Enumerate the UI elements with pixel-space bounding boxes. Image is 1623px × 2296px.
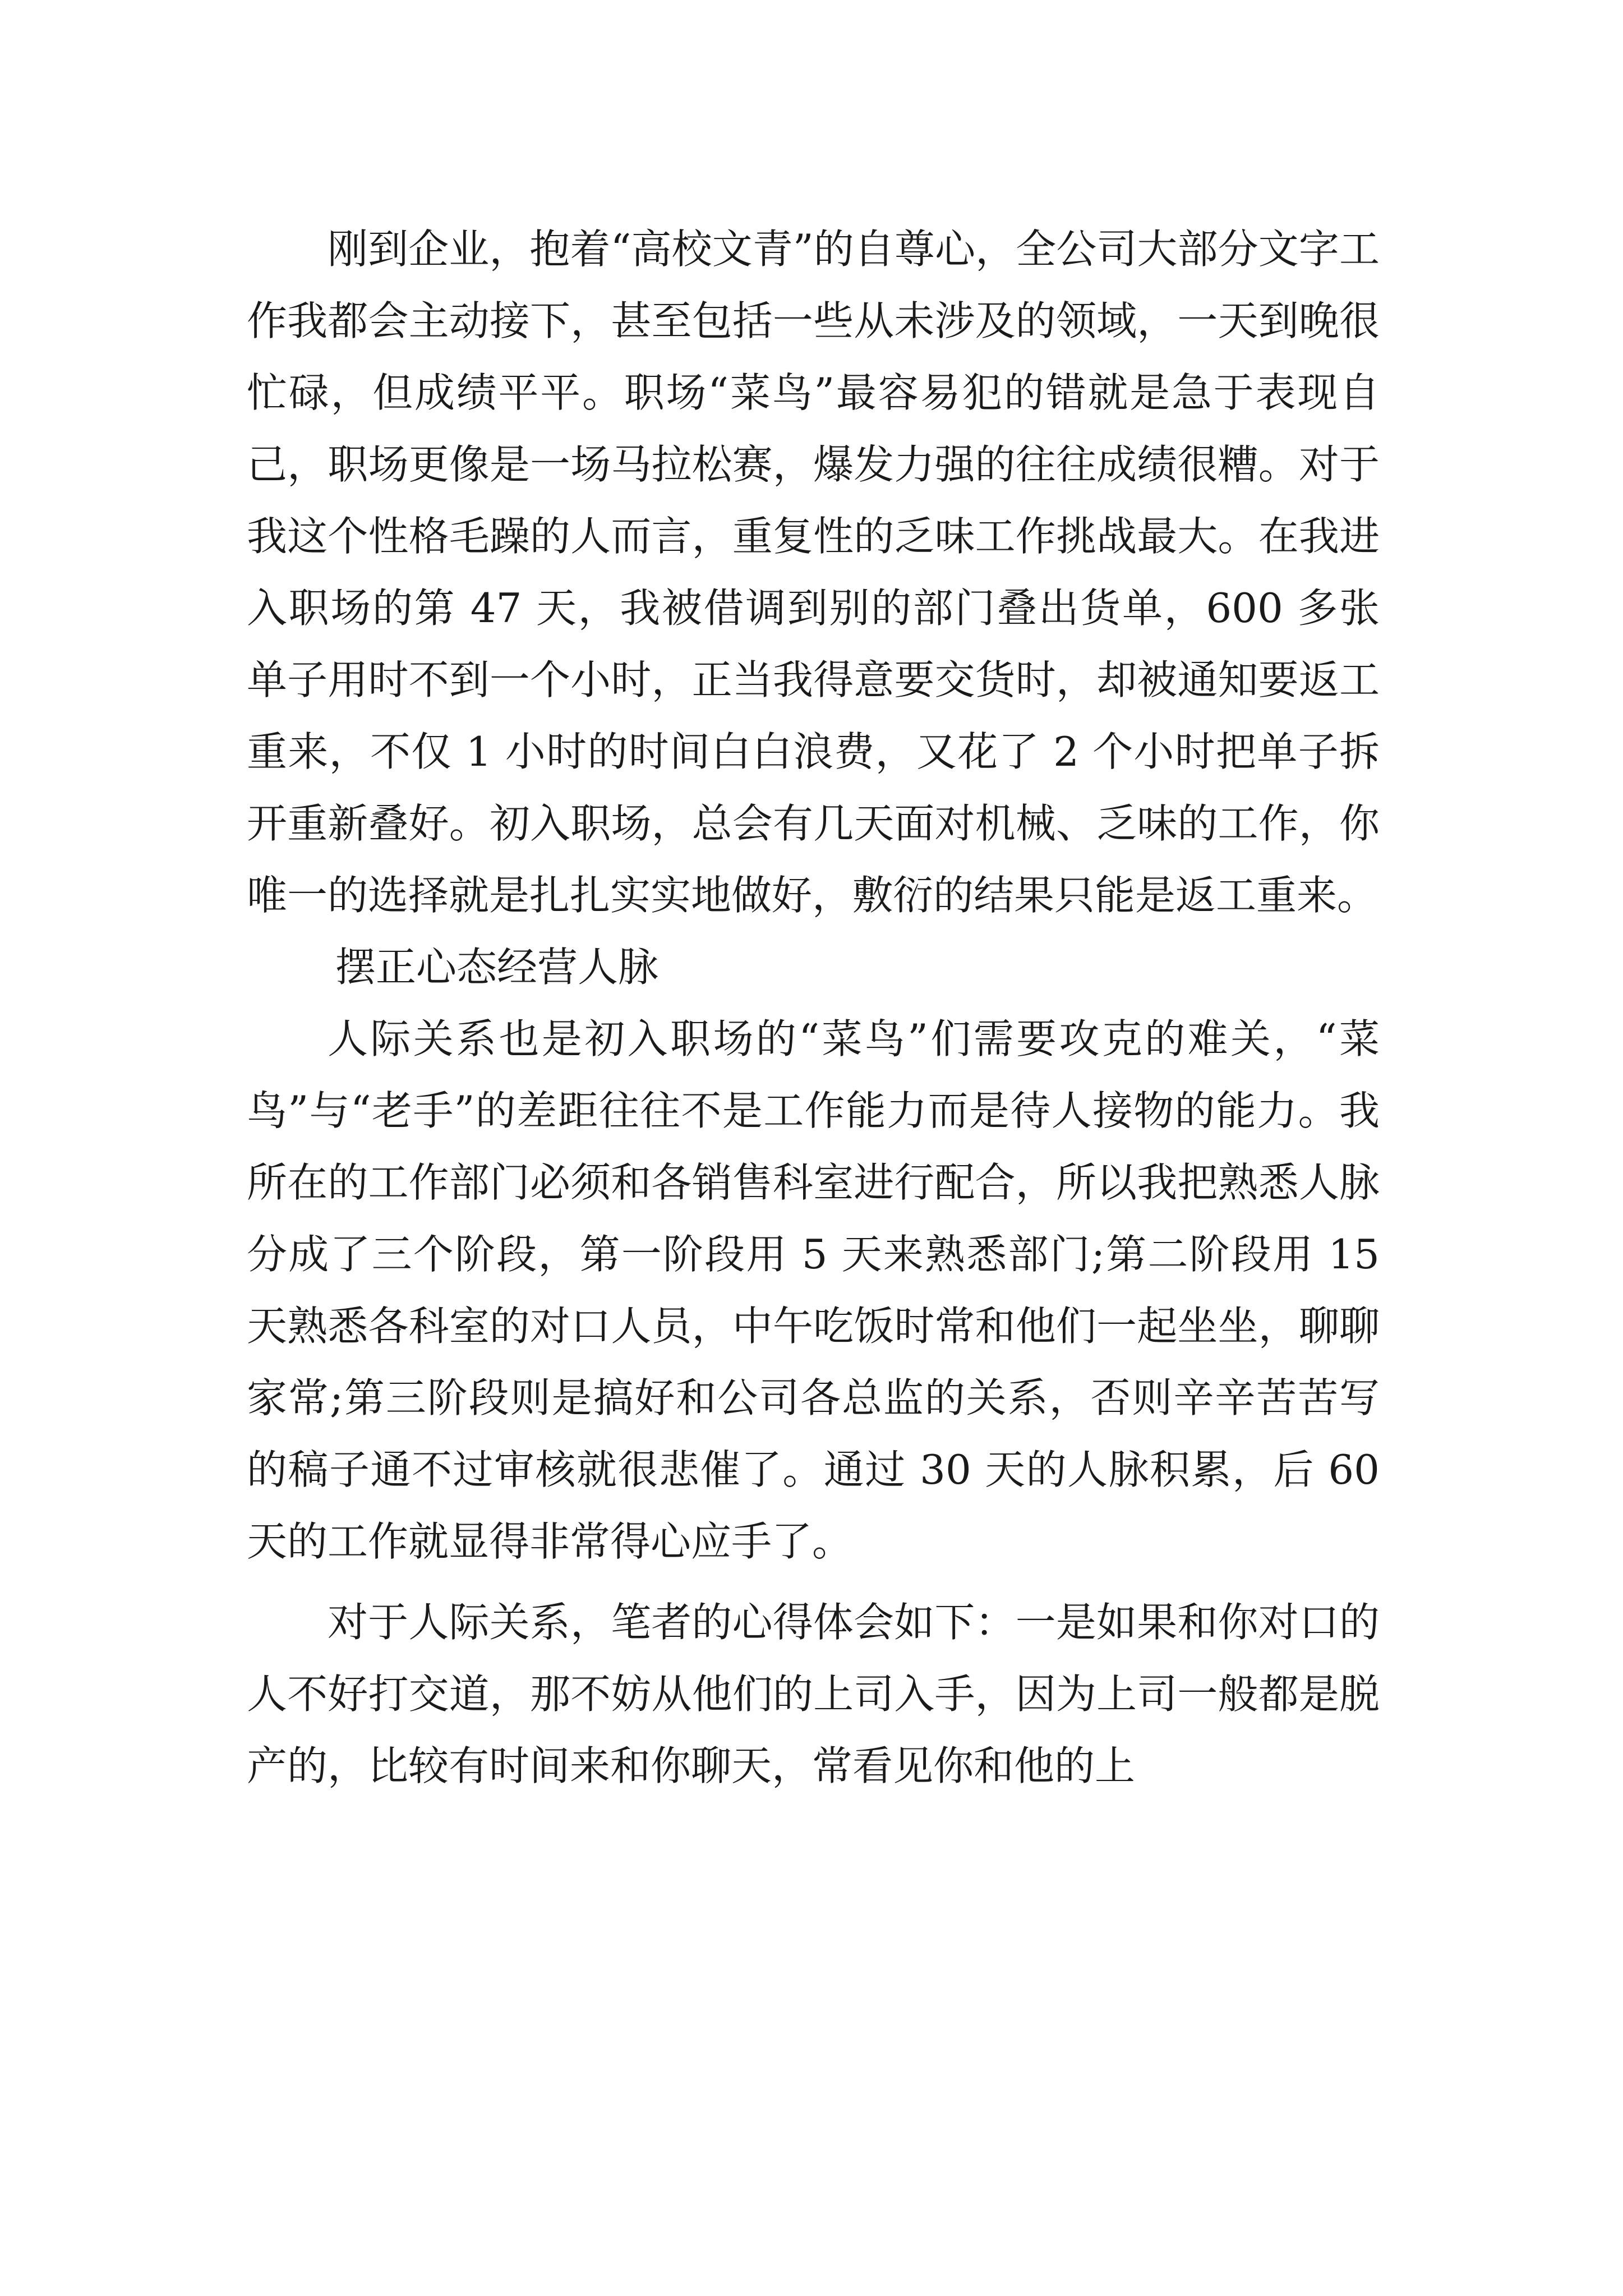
paragraph-3: 对于人际关系，笔者的心得体会如下：一是如果和你对口的人不好打交道，那不妨从他们的上司入手，因为上司一般都是脱产的，比较有时间来和你聊天，常看见你和他的上	[247, 1599, 1380, 1789]
paragraph-2: 人际关系也是初入职场的“菜鸟”们需要攻克的难关，“菜鸟”与“老手”的差距往往不是工作能力而是待人接物的能力。我所在的工作部门必须和各销售科室进行配合，所以我把熟悉人脉分成了三个阶段，第一阶段用 5 天来熟悉部门;第二阶段用 15 天熟悉各科室的对口人员，中午吃饭时常和他们一起坐坐，聊聊家常;第三阶段则是搞好和公司各总监的关系，否则辛辛苦苦写的稿子通不过审核就很悲催了。通过 30 天的人脉积累，后 60 天的工作就显得非常得心应手了。	[247, 1015, 1380, 1565]
document-body	[247, 213, 1380, 1802]
paragraph-1: 刚到企业，抱着“高校文青”的自尊心，全公司大部分文字工作我都会主动接下，甚至包括一些从未涉及的领域，一天到晚很忙碌，但成绩平平。职场“菜鸟”最容易犯的错就是急于表现自己，职场更像是一场马拉松赛，爆发力强的往往成绩很糟。对于我这个性格毛躁的人而言，重复性的乏味工作挑战最大。在我进入职场的第 47 天，我被借调到别的部门叠出货单，600 多张单子用时不到一个小时，正当我得意要交货时，却被通知要返工重来，不仅 1 小时的时间白白浪费，又花了 2 个小时把单子拆开重新叠好。初入职场，总会有几天面对机械、乏味的工作，你唯一的选择就是扎扎实实地做好，敷衍的结果只能是返工重来。	[247, 226, 1380, 919]
section-heading: 摆正心态经营人脉	[335, 944, 659, 991]
